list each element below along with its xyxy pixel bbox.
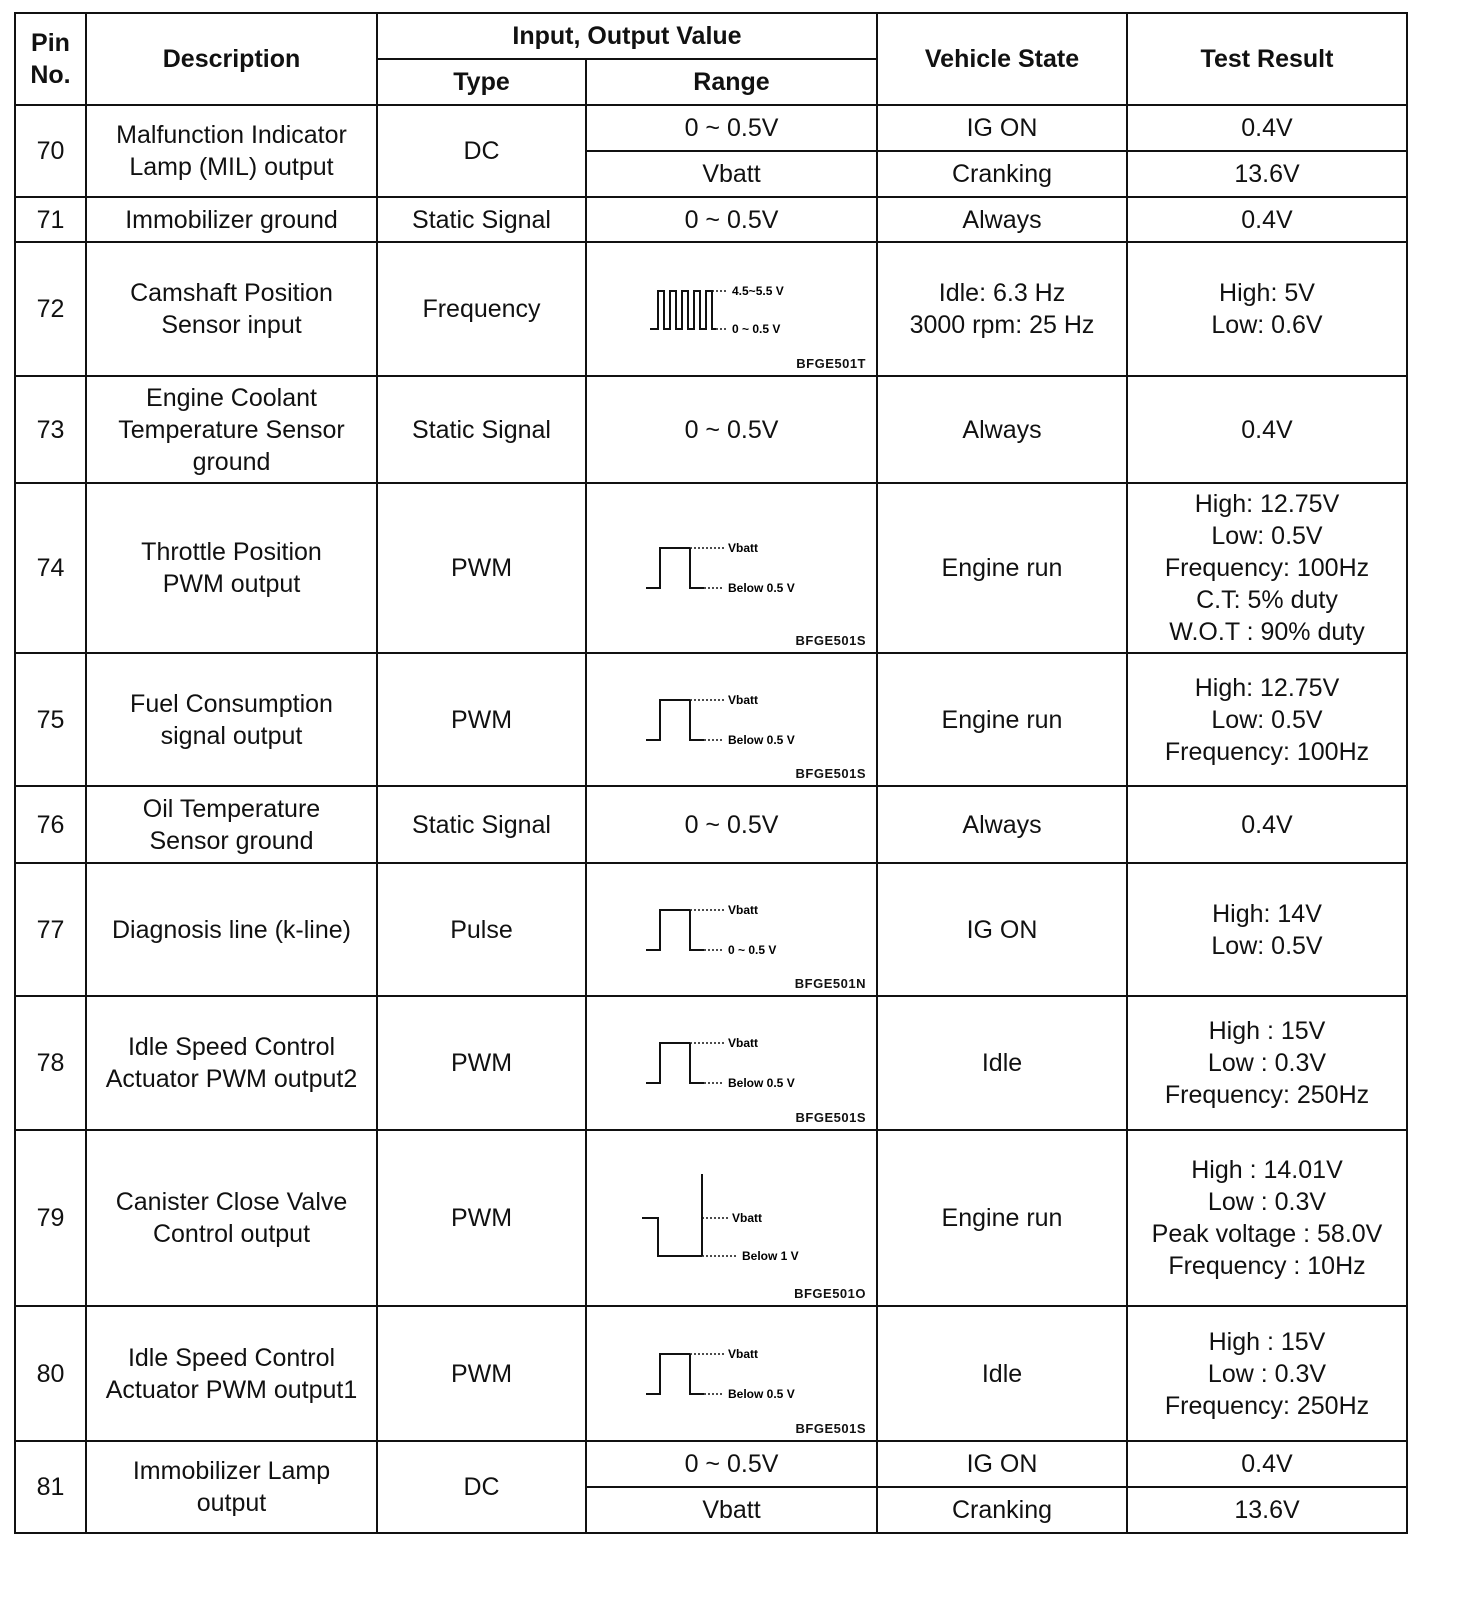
peak-wave-trace — [642, 1218, 702, 1256]
type-cell: DC — [377, 1441, 586, 1533]
header-test-result: Test Result — [1127, 13, 1407, 105]
pulse-wave-diagram — [632, 1023, 832, 1103]
range-cell: 0 ~ 0.5V — [586, 786, 877, 863]
state-cell: Engine run — [877, 653, 1127, 786]
result-cell: High: 14V Low: 0.5V — [1127, 863, 1407, 996]
state-cell: Engine run — [877, 483, 1127, 653]
type-cell: DC — [377, 105, 586, 197]
state-cell: IG ON — [877, 105, 1127, 151]
header-description: Description — [86, 13, 377, 105]
figure-code: BFGE501S — [795, 1421, 866, 1436]
type-cell: Static Signal — [377, 197, 586, 242]
description-cell: Fuel Consumption signal output — [86, 653, 377, 786]
state-cell: IG ON — [877, 863, 1127, 996]
result-cell: 0.4V — [1127, 105, 1407, 151]
description-cell: Camshaft Position Sensor input — [86, 242, 377, 376]
table-row — [15, 242, 1407, 376]
range-cell: Vbatt — [586, 1487, 877, 1533]
square-wave-trace — [650, 291, 716, 329]
pulse-wave-diagram — [632, 890, 832, 970]
result-cell: High: 12.75V Low: 0.5V Frequency: 100Hz C.T: 5% duty W.O.T : 90% duty — [1127, 483, 1407, 653]
type-cell: PWM — [377, 1306, 586, 1441]
table-row — [15, 1441, 1407, 1487]
wave-high-label: Vbatt — [731, 1211, 762, 1225]
wave-low-label: 0 ~ 0.5 V — [727, 942, 776, 957]
wave-high-label: 4.5~5.5 V — [731, 284, 784, 298]
type-cell: PWM — [377, 996, 586, 1130]
pin-cell: 72 — [15, 242, 86, 376]
table-row — [15, 996, 1407, 1130]
pulse-wave-trace — [646, 548, 690, 588]
range-waveform-cell — [586, 1130, 877, 1306]
figure-code: BFGE501S — [795, 633, 866, 648]
range-cell: 0 ~ 0.5V — [586, 197, 877, 242]
wave-high-label: Vbatt — [727, 1036, 758, 1050]
pin-cell: 76 — [15, 786, 86, 863]
type-cell: Static Signal — [377, 786, 586, 863]
state-cell: Idle — [877, 996, 1127, 1130]
result-cell: High : 15V Low : 0.3V Frequency: 250Hz — [1127, 1306, 1407, 1441]
figure-code: BFGE501T — [796, 356, 866, 371]
figure-code: BFGE501O — [794, 1286, 866, 1301]
pin-cell: 78 — [15, 996, 86, 1130]
range-cell: 0 ~ 0.5V — [586, 105, 877, 151]
type-cell: Frequency — [377, 242, 586, 376]
pin-cell: 71 — [15, 197, 86, 242]
type-cell: PWM — [377, 653, 586, 786]
wave-low-label: Below 0.5 V — [727, 581, 795, 595]
range-cell: 0 ~ 0.5V — [586, 1441, 877, 1487]
range-cell: 0 ~ 0.5V — [586, 376, 877, 483]
table-row — [15, 105, 1407, 151]
header-vehicle-state: Vehicle State — [877, 13, 1127, 105]
header-range: Range — [586, 59, 877, 105]
table-row — [15, 1130, 1407, 1306]
description-cell: Idle Speed Control Actuator PWM output1 — [86, 1306, 377, 1441]
pin-cell: 77 — [15, 863, 86, 996]
table-row — [15, 197, 1407, 242]
table-row — [15, 1306, 1407, 1441]
result-cell: 0.4V — [1127, 786, 1407, 863]
table-row — [15, 376, 1407, 483]
state-cell: Idle: 6.3 Hz 3000 rpm: 25 Hz — [877, 242, 1127, 376]
pin-cell: 70 — [15, 105, 86, 197]
figure-code: BFGE501S — [795, 766, 866, 781]
pulse-wave-diagram — [632, 680, 832, 760]
result-cell: 0.4V — [1127, 376, 1407, 483]
state-cell: Idle — [877, 1306, 1127, 1441]
header-type: Type — [377, 59, 586, 105]
state-cell: Cranking — [877, 1487, 1127, 1533]
type-cell: Static Signal — [377, 376, 586, 483]
description-cell: Throttle Position PWM output — [86, 483, 377, 653]
range-waveform-cell — [586, 242, 877, 376]
pulse-wave-trace — [646, 910, 690, 950]
pin-spec-table — [14, 12, 1408, 1534]
result-cell: 13.6V — [1127, 1487, 1407, 1533]
range-waveform-cell — [586, 996, 877, 1130]
square-wave-diagram — [632, 269, 832, 349]
pulse-wave-trace — [646, 700, 690, 740]
figure-code: BFGE501S — [795, 1110, 866, 1125]
wave-low-label: Below 0.5 V — [727, 1386, 795, 1401]
type-cell: PWM — [377, 483, 586, 653]
pin-cell: 74 — [15, 483, 86, 653]
pin-cell: 79 — [15, 1130, 86, 1306]
result-cell: 13.6V — [1127, 151, 1407, 197]
table-row — [15, 653, 1407, 786]
wave-low-label: Below 0.5 V — [727, 732, 795, 747]
pulse-wave-trace — [646, 1354, 690, 1394]
table-row — [15, 483, 1407, 653]
result-cell: High: 12.75V Low: 0.5V Frequency: 100Hz — [1127, 653, 1407, 786]
state-cell: Always — [877, 786, 1127, 863]
type-cell: Pulse — [377, 863, 586, 996]
state-cell: Always — [877, 197, 1127, 242]
result-cell: 0.4V — [1127, 197, 1407, 242]
pin-cell: 73 — [15, 376, 86, 483]
description-cell: Canister Close Valve Control output — [86, 1130, 377, 1306]
peak-wave-diagram — [632, 1168, 832, 1268]
description-cell: Immobilizer ground — [86, 197, 377, 242]
result-cell: High : 14.01V Low : 0.3V Peak voltage : 58.0V Frequency : 10Hz — [1127, 1130, 1407, 1306]
description-cell: Idle Speed Control Actuator PWM output2 — [86, 996, 377, 1130]
wave-low-label: Below 1 V — [741, 1249, 799, 1263]
wave-high-label: Vbatt — [727, 541, 758, 555]
state-cell: Always — [877, 376, 1127, 483]
range-waveform-cell — [586, 653, 877, 786]
description-cell: Oil Temperature Sensor ground — [86, 786, 377, 863]
description-cell: Malfunction Indicator Lamp (MIL) output — [86, 105, 377, 197]
range-cell: Vbatt — [586, 151, 877, 197]
wave-low-label: 0 ~ 0.5 V — [731, 322, 780, 336]
wave-high-label: Vbatt — [727, 1346, 758, 1361]
pin-cell: 81 — [15, 1441, 86, 1533]
wave-high-label: Vbatt — [727, 692, 758, 707]
range-waveform-cell — [586, 863, 877, 996]
state-cell: Engine run — [877, 1130, 1127, 1306]
wave-low-label: Below 0.5 V — [727, 1076, 795, 1090]
table-row — [15, 863, 1407, 996]
pulse-wave-trace — [646, 1043, 690, 1083]
type-cell: PWM — [377, 1130, 586, 1306]
pin-cell: 75 — [15, 653, 86, 786]
range-waveform-cell — [586, 483, 877, 653]
table-row — [15, 786, 1407, 863]
description-cell: Diagnosis line (k-line) — [86, 863, 377, 996]
description-cell: Engine Coolant Temperature Sensor ground — [86, 376, 377, 483]
pin-cell: 80 — [15, 1306, 86, 1441]
range-waveform-cell — [586, 1306, 877, 1441]
header-io-value: Input, Output Value — [377, 13, 877, 59]
state-cell: Cranking — [877, 151, 1127, 197]
pulse-wave-diagram — [632, 528, 832, 608]
result-cell: High : 15V Low : 0.3V Frequency: 250Hz — [1127, 996, 1407, 1130]
wave-high-label: Vbatt — [727, 902, 758, 917]
header-pin-no: Pin No. — [15, 13, 86, 105]
description-cell: Immobilizer Lamp output — [86, 1441, 377, 1533]
result-cell: 0.4V — [1127, 1441, 1407, 1487]
result-cell: High: 5V Low: 0.6V — [1127, 242, 1407, 376]
state-cell: IG ON — [877, 1441, 1127, 1487]
pulse-wave-diagram — [632, 1334, 832, 1414]
figure-code: BFGE501N — [794, 976, 866, 991]
